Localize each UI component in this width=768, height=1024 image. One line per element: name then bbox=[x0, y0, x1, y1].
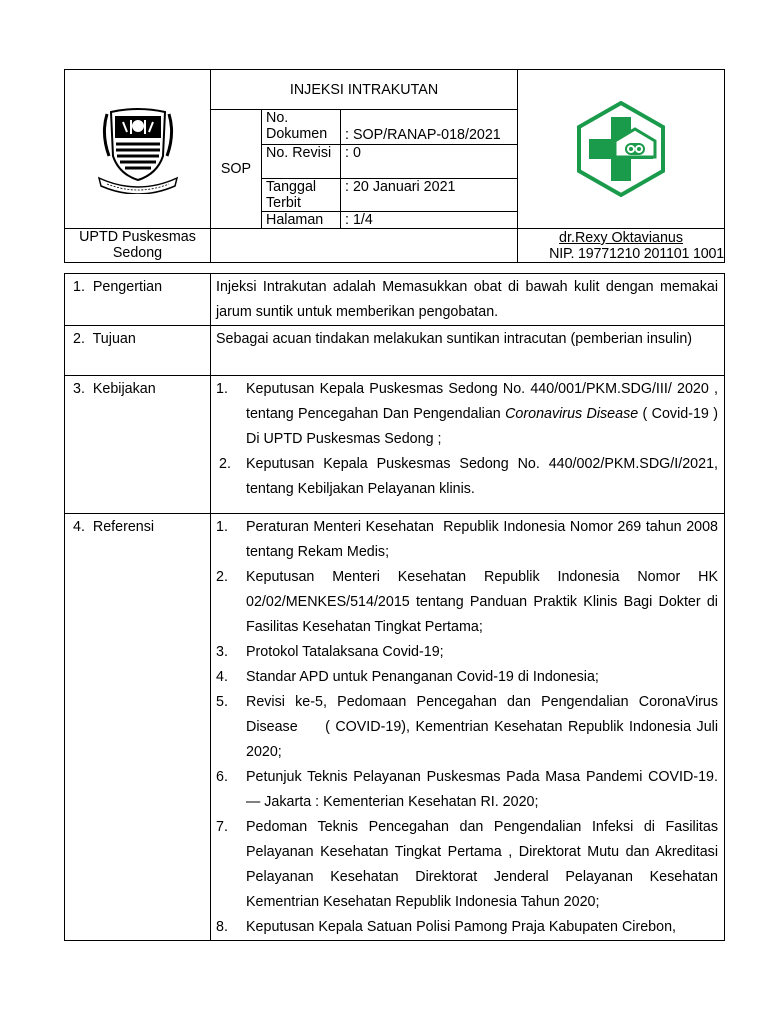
section-label: 1. Pengertian bbox=[65, 274, 211, 326]
policy-list bbox=[216, 377, 718, 502]
section-text: Injeksi Intrakutan adalah Memasukkan obat di bawah kulit dengan memakai jarum suntik untuk memberikan pengobatan. bbox=[211, 274, 725, 326]
list-item bbox=[216, 815, 722, 915]
issue-date-value: : 20 Januari 2021 bbox=[341, 179, 518, 212]
list-item bbox=[216, 690, 722, 765]
unit-name: UPTD Puskesmas Sedong bbox=[65, 229, 211, 263]
doc-number-label: No. Dokumen bbox=[262, 110, 341, 145]
list-text: Keputusan Kepala Satuan Polisi Pamong Praja Kabupaten Cirebon, bbox=[246, 919, 676, 935]
section-label: 2. Tujuan bbox=[65, 326, 211, 376]
right-logo-cell bbox=[518, 70, 725, 229]
blank-cell bbox=[211, 229, 518, 263]
issue-date-label: Tanggal Terbit bbox=[262, 179, 341, 212]
revision-label: No. Revisi bbox=[262, 145, 341, 179]
sop-header-table bbox=[64, 69, 725, 263]
section-label: 4. Referensi bbox=[65, 514, 211, 941]
section-row bbox=[65, 376, 725, 514]
list-text: Standar APD untuk Penanganan Covid-19 di Indonesia; bbox=[246, 669, 599, 685]
list-text: Keputusan Menteri Kesehatan Republik Indonesia Nomor HK 02/02/MENKES/514/2015 tentang Panduan Praktik Klinis Bagi Dokter di Fasilitas Kesehatan Tingkat Pertama; bbox=[246, 569, 722, 635]
list-number: 6. bbox=[216, 769, 228, 785]
list-text-italic: Coronavirus Disease bbox=[505, 406, 639, 422]
section-row bbox=[65, 326, 725, 376]
signer-name: dr.Rexy Oktavianus bbox=[559, 230, 684, 246]
list-number: 2. bbox=[216, 569, 228, 585]
list-text-after: ( Covid-19 ) Di UPTD Puskesmas Sedong ; bbox=[246, 406, 718, 447]
page-value: : 1/4 bbox=[341, 212, 518, 229]
list-text: Petunjuk Teknis Pelayanan Puskesmas Pada Masa Pandemi COVID-19.— Jakarta : Kementerian Kesehatan RI. 2020; bbox=[246, 769, 718, 810]
list-text: Peraturan Menteri Kesehatan Republik Indonesia Nomor 269 tahun 2008 tentang Rekam Medis; bbox=[246, 519, 722, 560]
list-number: 2. bbox=[219, 456, 231, 472]
document-title: INJEKSI INTRAKUTAN bbox=[211, 70, 518, 110]
list-number: 4. bbox=[216, 669, 228, 685]
sop-label: SOP bbox=[211, 110, 262, 229]
signer-nip: NIP. 19771210 201101 1001 bbox=[549, 246, 725, 262]
list-item bbox=[216, 765, 718, 815]
section-row bbox=[65, 514, 725, 941]
sop-body-table bbox=[64, 273, 725, 941]
list-item bbox=[216, 452, 718, 502]
list-item bbox=[216, 640, 718, 665]
list-number: 1. bbox=[216, 381, 228, 397]
list-number: 1. bbox=[216, 519, 228, 535]
list-text: Keputusan Kepala Puskesmas Sedong No. 440/001/PKM.SDG/III/ 2020 , tentang Pencegahan Dan Pengendalian bbox=[246, 381, 718, 422]
doc-number-value: : SOP/RANAP-018/2021 bbox=[341, 110, 518, 145]
section-label: 3. Kebijakan bbox=[65, 376, 211, 514]
reference-list bbox=[216, 515, 722, 940]
section-row bbox=[65, 274, 725, 326]
list-item bbox=[216, 915, 718, 940]
list-text: Pedoman Teknis Pencegahan dan Pengendalian Infeksi di Fasilitas Pelayanan Kesehatan Tingkat Pertama , Direktorat Mutu dan Akreditasi Pelayanan Kesehatan Direktorat Jenderal Pelayanan Kesehatan Kementrian Kesehatan Republik Indonesia Tahun 2020; bbox=[246, 819, 722, 910]
list-item bbox=[216, 515, 722, 565]
list-text: Keputusan Kepala Puskesmas Sedong No. 440/002/PKM.SDG/I/2021, tentang Kebiljakan Pelayanan klinis. bbox=[246, 456, 718, 497]
list-number: 5. bbox=[216, 694, 228, 710]
list-item bbox=[216, 377, 718, 452]
section-text: Sebagai acuan tindakan melakukan suntikan intracutan (pemberian insulin) bbox=[211, 326, 725, 376]
revision-value: : 0 bbox=[341, 145, 518, 179]
list-number: 8. bbox=[216, 919, 228, 935]
page-label: Halaman bbox=[262, 212, 341, 229]
list-text: Protokol Tatalaksana Covid-19; bbox=[246, 644, 444, 660]
regency-emblem-icon bbox=[97, 104, 179, 194]
list-number: 7. bbox=[216, 819, 228, 835]
signer-cell bbox=[518, 229, 725, 263]
list-item bbox=[216, 665, 718, 690]
puskesmas-logo-icon bbox=[575, 101, 667, 197]
list-number: 3. bbox=[216, 644, 228, 660]
left-logo-cell bbox=[65, 70, 211, 229]
list-item bbox=[216, 565, 722, 640]
list-text: Revisi ke-5, Pedomaan Pencegahan dan Pengendalian CoronaVirus Disease ( COVID-19), Kementrian Kesehatan Republik Indonesia Juli 2020; bbox=[246, 694, 722, 760]
